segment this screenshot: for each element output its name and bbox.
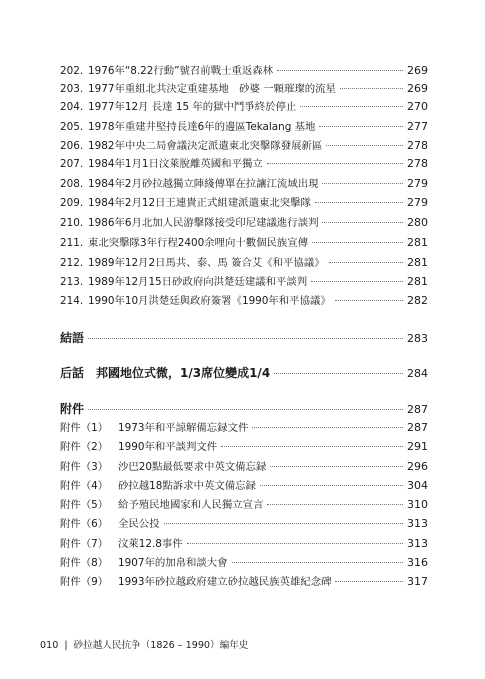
toc-appendix-entry [60,517,428,531]
entry-title: 東北突擊隊3年行程2400余哩向十數個民族宣傳 [88,237,309,249]
toc-afterword [60,366,428,381]
toc-appendix-entry [60,460,428,474]
footer-page-number: 010 [40,640,59,651]
appendix-entry-title: 砂拉越18點訴求中英文備忘録 [118,480,256,492]
entry-title: 1976年“8.22行動”號召前戰士重返森林 [88,65,274,77]
entry-page: 278 [407,157,428,170]
entry-title: 1984年1月1日汶萊脫離英國和平獨立 [88,158,263,170]
appendix-entry-page: 304 [407,479,428,492]
toc-appendix-heading [60,402,428,417]
appendix-entry-title: 汶萊12.8事件 [118,538,183,550]
leader-dots [274,373,403,374]
leader-dots [326,145,403,146]
appendix-entry-page: 317 [407,575,428,588]
toc-appendix-entry [60,575,428,589]
appendix-label: 附件（6） [60,518,109,530]
footer-book-title: 砂拉越人民抗争（1826 – 1990）編年史 [73,640,249,651]
entry-page: 280 [407,216,428,229]
toc-appendix-entry [60,556,428,570]
leader-dots [300,106,403,107]
appendix-label: 附件（8） [60,557,109,569]
toc-appendix-entry [60,440,428,454]
appendix-label: 附件（3） [60,461,109,473]
entry-page: 277 [407,120,428,133]
toc-entry [60,139,428,153]
leader-dots [252,427,403,428]
entry-number: 212. [60,257,84,269]
toc-appendix-entry [60,498,428,512]
toc-entry [60,157,428,171]
appendix-entry-page: 287 [407,421,428,434]
leader-dots [267,163,403,164]
entry-number: 204. [60,101,84,113]
appendix-entry-title: 1993年砂拉越政府建立砂拉越民族英雄紀念碑 [118,576,332,588]
entry-page: 270 [407,100,428,113]
entry-page: 282 [407,294,428,307]
appendix-entry-page: 291 [407,440,428,453]
entry-page: 281 [407,275,428,288]
entry-title: 1984年2月12日王連貴正式組建派遣東北突擊隊 [88,197,311,209]
toc-appendix-entry [60,479,428,493]
leader-dots [88,409,403,410]
leader-dots [260,485,403,486]
conclusion-title: 結語 [60,331,85,345]
toc-entry [60,100,428,114]
appendix-title: 附件 [60,402,85,416]
toc-entry [60,82,428,96]
leader-dots [340,88,403,89]
entry-number: 214. [60,295,84,307]
appendix-entry-title: 1990年和平談判文件 [118,441,218,453]
entry-number: 208. [60,178,84,190]
leader-dots [311,281,403,282]
appendix-label: 附件（5） [60,499,109,511]
appendix-entry-title: 1973年和平諒解備忘録文件 [118,422,249,434]
leader-dots [267,504,403,505]
leader-dots [164,523,403,524]
entry-number: 207. [60,158,84,170]
appendix-entry-page: 310 [407,498,428,511]
entry-number: 209. [60,197,84,209]
appendix-page: 287 [407,403,428,416]
toc-entry [60,64,428,78]
entry-number: 206. [60,140,84,152]
appendix-label: 附件（7） [60,538,109,550]
toc-entry [60,256,428,270]
toc-entry [60,216,428,230]
toc-appendix-entry [60,421,428,435]
leader-dots [315,202,403,203]
entry-page: 269 [407,64,428,77]
appendix-label: 附件（2） [60,441,109,453]
entry-title: 1984年2月砂拉越獨立陣綫傳單在拉讓江流域出現 [88,178,319,190]
leader-dots [277,70,403,71]
entry-title: 1977年12月 長達 15 年的獄中鬥爭終於停止 [88,101,297,113]
toc-entry [60,196,428,210]
toc-entry [60,177,428,191]
appendix-entry-page: 313 [407,537,428,550]
leader-dots [335,300,403,301]
entry-number: 213. [60,276,84,288]
entry-title: 1986年6月北加人民游擊隊接受印尼建議進行談判 [88,217,319,229]
appendix-entry-page: 296 [407,460,428,473]
appendix-entry-title: 全民公投 [118,518,160,530]
entry-page: 269 [407,82,428,95]
leader-dots [322,183,403,184]
leader-dots [319,126,403,127]
entry-number: 210. [60,217,84,229]
leader-dots [312,242,403,243]
leader-dots [187,543,403,544]
page-footer [40,637,248,651]
appendix-label: 附件（1） [60,422,109,434]
afterword-page: 284 [407,367,428,380]
afterword-title: 后話 邦國地位式微，1/3席位變成1/4 [60,366,271,380]
entry-title: 1989年12月15日砂政府向洪楚廷建議和平談判 [88,276,308,288]
footer-separator: | [64,640,68,651]
toc-entry [60,120,428,134]
appendix-label: 附件（9） [60,576,109,588]
entry-number: 205. [60,121,84,133]
entry-title: 1982年中央二局會議決定派遣東北突擊隊發展新區 [88,140,323,152]
appendix-entry-title: 沙巴20點最低要求中英文備忘録 [118,461,267,473]
toc-entry [60,294,428,308]
entry-number: 203. [60,83,84,95]
appendix-entry-title: 給予殖民地國家和人民獨立宣言 [118,499,264,511]
entry-page: 279 [407,177,428,190]
conclusion-page: 283 [407,332,428,345]
entry-page: 281 [407,256,428,269]
leader-dots [335,581,403,582]
leader-dots [329,262,403,263]
entry-number: 202. [60,65,84,77]
entry-number: 211. [60,237,84,249]
entry-title: 1978年重建井堅持長達6年的邊區Tekalang 基地 [88,121,316,133]
toc-appendix-entry [60,537,428,551]
appendix-entry-page: 316 [407,556,428,569]
entry-page: 278 [407,139,428,152]
entry-page: 279 [407,196,428,209]
entry-page: 281 [407,236,428,249]
leader-dots [270,466,403,467]
leader-dots [322,222,403,223]
leader-dots [232,562,403,563]
toc-conclusion [60,331,428,346]
appendix-entry-title: 1907年的加帛和談大會 [118,557,228,569]
toc-entry [60,275,428,289]
leader-dots [88,338,403,339]
entry-title: 1989年12月2日馬共、泰、馬 簽合艾《和平協議》 [88,257,325,269]
leader-dots [221,446,403,447]
appendix-label: 附件（4） [60,480,109,492]
toc-entry [60,236,428,250]
entry-title: 1977年重組北共決定重建基地 砂婆 一顆璀璨的流星 [88,83,336,95]
appendix-entry-page: 313 [407,517,428,530]
entry-title: 1990年10月洪楚廷與政府簽署《1990年和平協議》 [88,295,331,307]
